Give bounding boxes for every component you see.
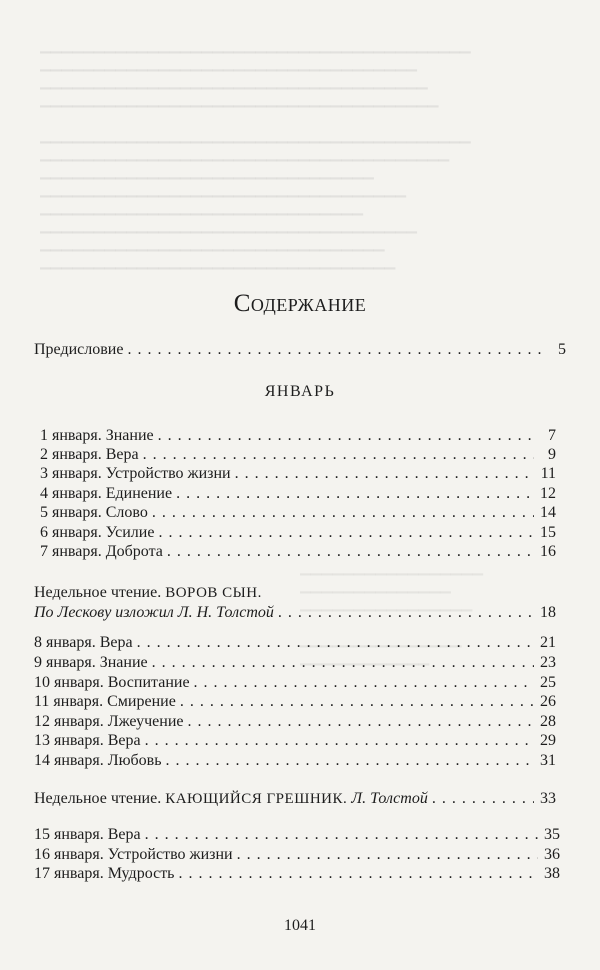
toc-entry-page: 11	[540, 465, 556, 482]
toc-entry-page: 7	[548, 427, 556, 444]
dot-leader	[237, 845, 538, 865]
weekly-reading-prefix: Недельное чтение.	[34, 584, 162, 601]
toc-entry-label: 4 января. Единение	[40, 485, 173, 502]
toc-entry-weekly-reading-2[interactable]	[34, 789, 556, 809]
toc-entry-page: 28	[540, 713, 556, 730]
toc-entry-label: 1 января. Знание	[40, 427, 154, 444]
toc-entry-page: 35	[544, 826, 560, 843]
toc-entry[interactable]	[34, 653, 556, 673]
toc-entry-label: 8 января. Вера	[34, 634, 133, 651]
toc-entry[interactable]	[34, 825, 560, 845]
dot-leader	[176, 484, 534, 504]
page-number: 1041	[284, 917, 316, 934]
toc-entry-weekly-reading-1[interactable]	[34, 603, 556, 623]
weekly-reading-author: Л. Толстой	[351, 790, 428, 807]
dot-leader	[158, 426, 534, 446]
toc-entry-label: 11 января. Смирение	[34, 693, 176, 710]
toc-entry-label: 12 января. Лжеучение	[34, 713, 184, 730]
toc-entry[interactable]	[34, 751, 556, 771]
toc-entry-label: 3 января. Устройство жизни	[40, 465, 231, 482]
weekly-reading-author: По Лескову изложил Л. Н. Толстой	[34, 604, 274, 621]
weekly-reading-title-1[interactable]	[34, 584, 262, 602]
dot-leader	[166, 751, 534, 771]
toc-entry-page: 29	[540, 732, 556, 749]
weekly-reading-name: КАЮЩИЙСЯ ГРЕШНИК.	[165, 791, 348, 807]
weekly-reading-prefix: Недельное чтение.	[34, 790, 162, 807]
toc-entry[interactable]	[34, 731, 556, 751]
bleed-through-texture: ▁▁▁▁▁▁▁▁▁▁▁▁▁▁▁▁▁▁▁▁▁▁▁▁▁▁▁▁▁▁▁▁▁▁▁▁▁▁▁▁ ▁▁▁▁▁▁▁▁▁▁▁▁▁▁▁▁▁▁▁▁▁▁▁▁▁▁▁▁▁▁▁▁▁▁▁ ▁▁▁▁▁▁▁▁▁▁▁▁▁▁▁▁▁▁▁▁▁▁▁▁▁▁▁▁▁▁▁▁▁▁▁▁ ▁▁▁▁▁▁▁▁▁▁▁▁▁▁▁▁▁▁▁▁▁▁▁▁▁▁▁▁▁▁▁▁▁▁▁▁▁ ▁▁▁▁▁▁▁▁▁▁▁▁▁▁▁▁▁▁▁▁▁▁▁▁▁▁▁▁▁▁▁▁▁▁▁▁▁▁▁▁ ▁▁▁▁▁▁▁▁▁▁▁▁▁▁▁▁▁▁▁▁▁▁▁▁▁▁▁▁▁▁▁▁▁▁▁▁▁▁ ▁▁▁▁▁▁▁▁▁▁▁▁▁▁▁▁▁▁▁▁▁▁▁▁▁▁▁▁▁▁▁ ▁▁▁▁▁▁▁▁▁▁▁▁▁▁▁▁▁▁▁▁▁▁▁▁▁▁▁▁▁▁▁▁▁▁ ▁▁▁▁▁▁▁▁▁▁▁▁▁▁▁▁▁▁▁▁▁▁▁▁▁▁▁▁▁▁ ▁▁▁▁▁▁▁▁▁▁▁▁▁▁▁▁▁▁▁▁▁▁▁▁▁▁▁▁▁▁▁▁▁▁▁ ▁▁▁▁▁▁▁▁▁▁▁▁▁▁▁▁▁▁▁▁▁▁▁▁▁▁▁▁▁▁▁▁ ▁▁▁▁▁▁▁▁▁▁▁▁▁▁▁▁▁▁▁▁▁▁▁▁▁▁▁▁▁▁▁▁▁	[40, 39, 471, 270]
toc-entry-page: 9	[548, 446, 556, 463]
toc-entry-page: 33	[540, 790, 556, 807]
page-title: Содержание	[233, 290, 367, 317]
section-heading-month: ЯНВАРЬ	[264, 383, 336, 400]
toc-entry-label: 9 января. Знание	[34, 654, 148, 671]
toc-entry[interactable]	[40, 445, 556, 465]
toc-entry-page: 31	[540, 752, 556, 769]
toc-entry-label: 2 января. Вера	[40, 446, 139, 463]
toc-entry[interactable]	[34, 673, 556, 693]
dot-leader	[235, 464, 534, 484]
dot-leader	[137, 633, 534, 653]
dot-leader	[278, 603, 534, 623]
toc-entry-label: 10 января. Воспитание	[34, 674, 190, 691]
dot-leader	[127, 340, 544, 360]
toc-entry-page: 36	[544, 846, 560, 863]
toc-entry[interactable]	[34, 692, 556, 712]
toc-entry-page: 18	[540, 604, 556, 621]
toc-entry-label: 6 января. Усилие	[40, 524, 155, 541]
toc-entry-page: 16	[540, 543, 556, 560]
toc-entry-page: 15	[540, 524, 556, 541]
toc-entry-label: Предисловие	[34, 341, 124, 358]
toc-entry-label: 16 января. Устройство жизни	[34, 846, 233, 863]
toc-entry[interactable]	[40, 503, 556, 523]
weekly-reading-name: ВОРОВ СЫН.	[165, 585, 262, 601]
toc-entry-page: 14	[540, 504, 556, 521]
dot-leader	[145, 731, 534, 751]
toc-entry[interactable]	[34, 633, 556, 653]
dot-leader	[152, 653, 534, 673]
toc-entry-label: 13 января. Вера	[34, 732, 141, 749]
toc-entry-page: 23	[540, 654, 556, 671]
toc-entry-label: 15 января. Вера	[34, 826, 141, 843]
toc-entry[interactable]	[40, 523, 556, 543]
toc-entry[interactable]	[34, 712, 556, 732]
dot-leader	[178, 864, 538, 884]
dot-leader	[180, 692, 534, 712]
toc-entry-page: 26	[540, 693, 556, 710]
toc-entry-page: 25	[540, 674, 556, 691]
toc-entry-page: 12	[540, 485, 556, 502]
dot-leader	[432, 789, 534, 809]
toc-entry[interactable]	[40, 542, 556, 562]
toc-entry-preface[interactable]	[34, 340, 566, 360]
toc-entry-label: 5 января. Слово	[40, 504, 148, 521]
toc-entry[interactable]	[34, 864, 560, 884]
toc-entry-page: 21	[540, 634, 556, 651]
dot-leader	[167, 542, 534, 562]
dot-leader	[158, 523, 534, 543]
dot-leader	[145, 825, 538, 845]
toc-entry[interactable]	[40, 426, 556, 446]
toc-entry-label: 14 января. Любовь	[34, 752, 162, 769]
dot-leader	[194, 673, 534, 693]
dot-leader	[188, 712, 535, 732]
toc-entry-label: 17 января. Мудрость	[34, 865, 175, 882]
toc-entry-page: 38	[544, 865, 560, 882]
toc-entry-page: 5	[558, 341, 566, 358]
toc-entry[interactable]	[40, 484, 556, 504]
bleed-through-texture-lower: ▁▁▁▁▁▁▁▁▁▁▁▁▁▁▁▁▁ ▁▁▁▁▁▁▁▁▁▁▁▁▁▁ ▁▁▁▁▁▁▁▁▁▁▁▁▁▁▁▁ ▁▁▁▁▁▁▁▁▁▁▁▁▁▁▁ ▁▁▁▁▁▁▁▁▁▁▁▁	[300, 561, 484, 666]
toc-entry[interactable]	[34, 845, 560, 865]
dot-leader	[143, 445, 534, 465]
toc-entry-label: 7 января. Доброта	[40, 543, 163, 560]
dot-leader	[152, 503, 534, 523]
toc-entry[interactable]	[40, 464, 556, 484]
